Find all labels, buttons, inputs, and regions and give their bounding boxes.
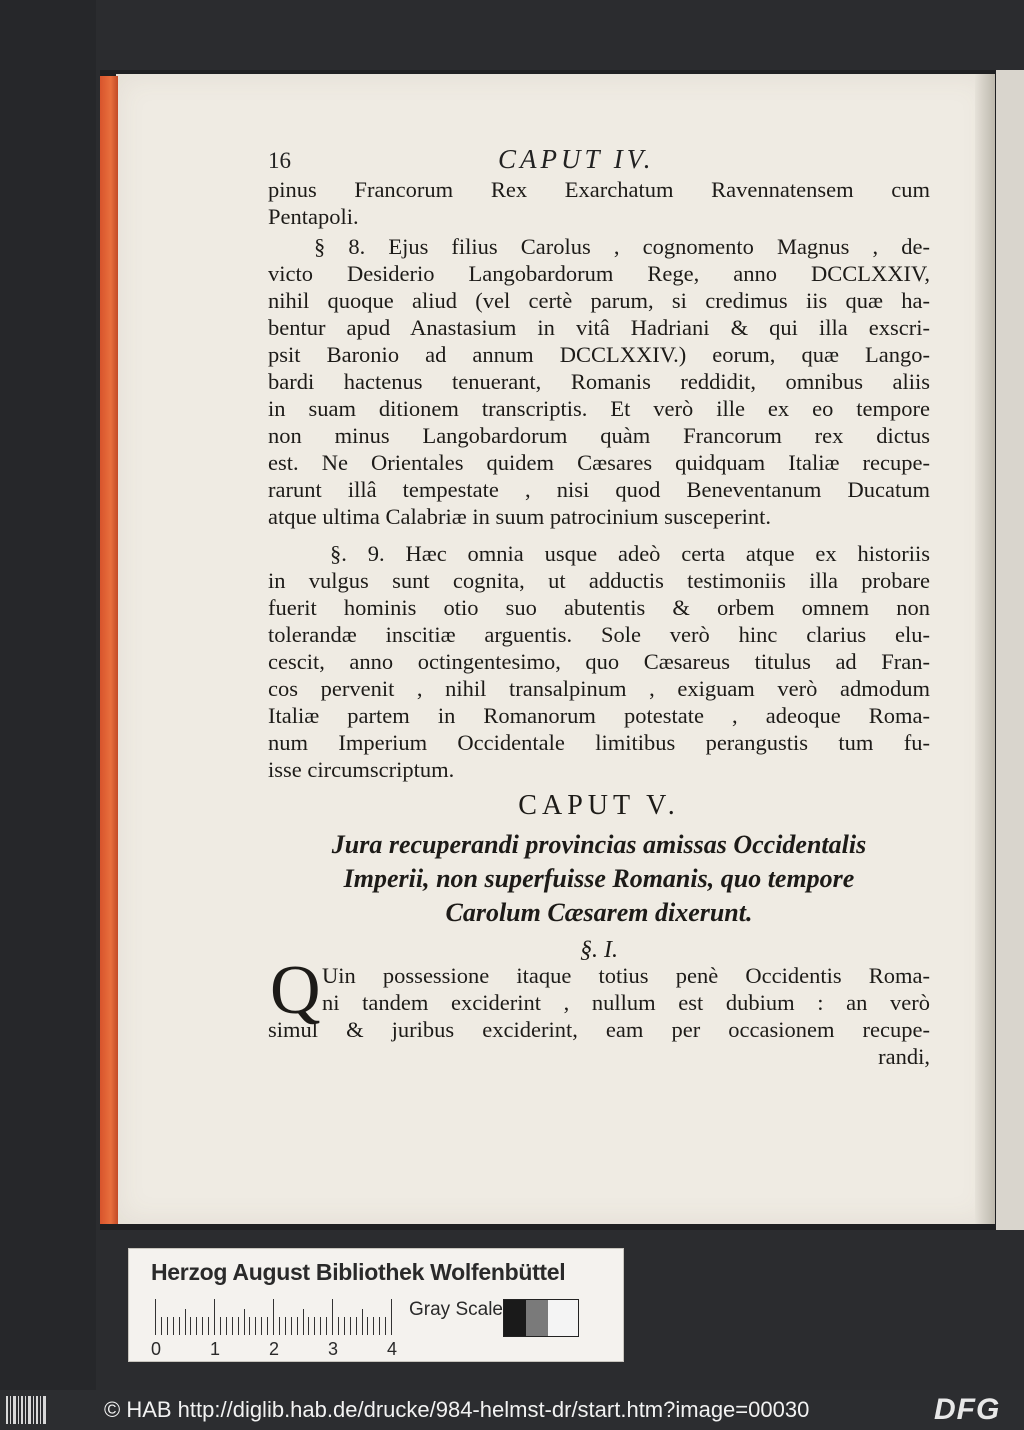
ruler-tick (291, 1317, 292, 1335)
dfg-logo: DFG (934, 1393, 1001, 1426)
text-line: tolerandæ inscitiæ arguentis. Sole verò hinc clarius elu- (268, 622, 930, 647)
ruler-scale (155, 1297, 391, 1335)
ruler-tick (362, 1309, 363, 1335)
text-line: §. 9. Hæc omnia usque adeò certa atque ex historiis (330, 541, 930, 566)
red-page-edge (100, 76, 118, 1224)
text-line: nihil quoque aliud (vel certè parum, si credimus iis quæ ha- (268, 288, 930, 313)
footer-bar (0, 1390, 1024, 1430)
paragraph-9 (268, 540, 930, 783)
left-background (0, 0, 96, 1390)
color-reference-card (128, 1248, 624, 1362)
ruler-tick (226, 1317, 227, 1335)
text-line: Italiæ partem in Romanorum potestate , adeoque Roma- (268, 703, 930, 728)
ruler-tick (238, 1317, 239, 1335)
ruler-tick (314, 1317, 315, 1335)
text-line: psit Baronio ad annum DCCLXXIV.) eorum, quæ Lango- (268, 342, 930, 367)
ruler-tick (167, 1317, 168, 1335)
copyright-link[interactable]: © HAB http://diglib.hab.de/drucke/984-helmst-dr/start.htm?image=00030 (104, 1397, 810, 1422)
ruler-tick (391, 1299, 392, 1335)
gray-scale-patches (503, 1299, 579, 1337)
next-page-edge (996, 70, 1024, 1230)
ruler-tick (279, 1317, 280, 1335)
ruler-number: 0 (151, 1339, 162, 1359)
ruler-tick (332, 1299, 333, 1335)
ruler-number: 1 (210, 1339, 221, 1359)
ruler-tick (244, 1309, 245, 1335)
text-line: pinus Francorum Rex Exarchatum Ravennatensem cum (268, 177, 930, 202)
text-line: bardi hactenus tenuerant, Romanis reddidit, omnibus aliis (268, 369, 930, 394)
ruler-tick (373, 1317, 374, 1335)
text-line: atque ultima Calabriæ in suum patrocinium susceperint. (268, 504, 772, 529)
summary-line: Carolum Cæsarem dixerunt. (445, 898, 753, 927)
ruler-tick (161, 1317, 162, 1335)
ruler-number: 2 (269, 1339, 280, 1359)
text-line: Uin possessione itaque totius penè Occidentis Roma- (322, 963, 930, 988)
running-title: CAPUT IV. (498, 144, 655, 174)
ruler-tick (155, 1299, 156, 1335)
ruler-tick (196, 1317, 197, 1335)
gray-patch (526, 1300, 548, 1336)
text-line: fuerit hominis otio suo abutentis & orbem omnem non (268, 595, 930, 620)
summary-line: Imperii, non superfuisse Romanis, quo tempore (343, 864, 855, 893)
ruler-tick (232, 1317, 233, 1335)
chapter-heading: CAPUT V. (518, 790, 680, 821)
ruler-tick (285, 1317, 286, 1335)
text-line: cos pervenit , nihil transalpinum , exiguam verò admodum (268, 676, 930, 701)
page-gutter (975, 74, 995, 1224)
text-line: in vulgus sunt cognita, ut adductis testimoniis illa probare (268, 568, 930, 593)
text-line: non minus Langobardorum quàm Francorum rex dictus (268, 423, 930, 448)
ruler-tick (249, 1317, 250, 1335)
text-line: num Imperium Occidentale limitibus perangustis tum fu- (268, 730, 930, 755)
paragraph-continuation (268, 176, 930, 230)
text-line: in suam ditionem transcriptis. Et verò ille ex eo tempore (268, 396, 930, 421)
text-line: ni tandem exciderint , nullum est dubium : an verò (322, 990, 930, 1015)
text-line: est. Ne Orientales quidem Cæsares quidquam Italiæ recupe- (268, 450, 930, 475)
barcode-icon (6, 1396, 48, 1424)
ruler-tick (273, 1299, 274, 1335)
ruler-tick (261, 1317, 262, 1335)
paragraph-1-beside-cap (322, 962, 930, 1016)
ruler-tick (202, 1317, 203, 1335)
section-mark: §. I. (580, 937, 618, 963)
text-line: Pentapoli. (268, 204, 359, 229)
ruler-tick (297, 1317, 298, 1335)
ruler-tick (320, 1317, 321, 1335)
library-name: Herzog August Bibliothek Wolfenbüttel (151, 1259, 566, 1285)
ruler-tick (344, 1317, 345, 1335)
ruler-tick (179, 1317, 180, 1335)
paragraph-8 (268, 233, 930, 530)
text-line: rarunt illâ tempestate , nisi quod Beneventanum Ducatum (268, 477, 930, 502)
text-line: simul & juribus exciderint, eam per occasionem recupe- (268, 1017, 930, 1042)
ruler-number: 4 (387, 1339, 398, 1359)
summary-line: Jura recuperandi provincias amissas Occidentalis (331, 830, 867, 859)
ruler-tick (255, 1317, 256, 1335)
text-line: victo Desiderio Langobardorum Rege, anno DCCLXXIV, (268, 261, 930, 286)
gray-patch (504, 1300, 526, 1336)
ruler-number: 3 (328, 1339, 339, 1359)
text-line: cescit, anno octingentesimo, quo Cæsareus titulus ad Fran- (268, 649, 930, 674)
catchword: randi, (878, 1044, 930, 1069)
text-line: bentur apud Anastasium in vitâ Hadriani & qui illa exscri- (268, 315, 930, 340)
ruler-tick (379, 1317, 380, 1335)
drop-cap: Q (270, 952, 321, 1029)
ruler-tick (338, 1317, 339, 1335)
ruler-tick (303, 1309, 304, 1335)
ruler-tick (185, 1309, 186, 1335)
text-line: isse circumscriptum. (268, 757, 455, 782)
ruler-tick (356, 1317, 357, 1335)
ruler-tick (367, 1317, 368, 1335)
ruler-tick (214, 1299, 215, 1335)
paragraph-1-line (268, 1016, 930, 1043)
ruler-tick (308, 1317, 309, 1335)
ruler-tick (190, 1317, 191, 1335)
gray-patch (548, 1300, 578, 1336)
ruler-tick (350, 1317, 351, 1335)
ruler-tick (267, 1317, 268, 1335)
ruler-tick (173, 1317, 174, 1335)
ruler-tick (220, 1317, 221, 1335)
ruler-tick (208, 1317, 209, 1335)
text-line: § 8. Ejus filius Carolus , cognomento Magnus , de- (314, 234, 930, 259)
gray-scale-label: Gray Scale (409, 1299, 503, 1320)
ruler-tick (326, 1317, 327, 1335)
chapter-summary (268, 828, 930, 930)
page-number: 16 (268, 148, 291, 173)
ruler-tick (385, 1317, 386, 1335)
